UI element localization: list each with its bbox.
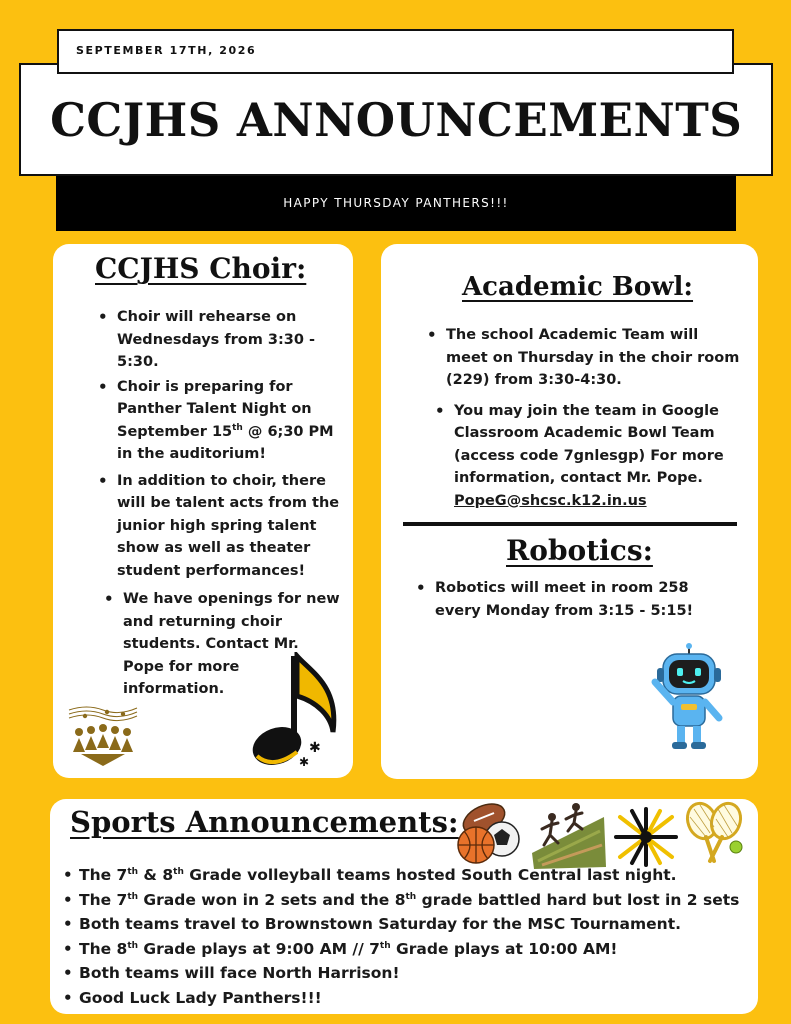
list-item: • You may join the team in Google Classroom Academic Bowl Team (access code 7gnlesgp) For more information, contact Mr. Pope. PopeG@shcsc.k12.in.us (432, 400, 744, 513)
list-item: • The 7th & 8th Grade volleyball teams hosted South Central last night. (60, 863, 750, 888)
date-label: SEPTEMBER 17TH, 2026 (57, 29, 734, 74)
svg-text:✱: ✱ (309, 740, 321, 756)
choir-card (53, 244, 353, 778)
list-item: • In addition to choir, there will be talent acts from the junior high spring talent show as well as theater student performances! (95, 470, 340, 583)
robotics-list (413, 577, 733, 622)
list-item: • Choir is preparing for Panther Talent Night on September 15th @ 6;30 PM in the auditorium! (95, 376, 340, 466)
svg-text:✱: ✱ (299, 755, 310, 769)
subtitle-bar (56, 175, 736, 231)
academic-robotics-card (381, 244, 758, 779)
list-item: • The 7th Grade won in 2 sets and the 8th grade battled hard but lost in 2 sets (60, 888, 750, 913)
tennis-rackets-icon (680, 799, 746, 869)
list-item: • Robotics will meet in room 258 every Monday from 3:15 - 5:15! (413, 577, 733, 622)
runners-icon (530, 801, 608, 871)
choir-list (95, 306, 340, 703)
academic-heading: Academic Bowl: (462, 272, 694, 302)
sports-card (50, 799, 758, 1014)
sports-list (60, 863, 750, 1010)
divider (403, 522, 737, 526)
robot-icon (645, 642, 737, 754)
sports-balls-icon (454, 799, 526, 869)
choir-group-icon (67, 700, 139, 768)
page-title: CCJHS ANNOUNCEMENTS (49, 92, 743, 147)
pom-pom-icon (614, 807, 678, 867)
robotics-heading: Robotics: (506, 534, 653, 567)
subtitle-text: HAPPY THURSDAY PANTHERS!!! (283, 196, 509, 210)
list-item: • Choir will rehearse on Wednesdays from 3:30 - 5:30. (95, 306, 340, 374)
academic-list (424, 324, 744, 512)
list-item: • We have openings for new and returning choir students. Contact Mr. Pope for more information. (101, 588, 340, 701)
list-item: • Both teams will face North Harrison! (60, 961, 750, 986)
list-item: • The 8th Grade plays at 9:00 AM // 7th Grade plays at 10:00 AM! (60, 937, 750, 962)
email-link[interactable]: PopeG@shcsc.k12.in.us (454, 492, 647, 509)
choir-heading: CCJHS Choir: (95, 252, 307, 285)
list-item: • Good Luck Lady Panthers!!! (60, 986, 750, 1011)
sports-heading: Sports Announcements: (70, 805, 459, 839)
title-banner (19, 63, 773, 176)
list-item: • The school Academic Team will meet on Thursday in the choir room (229) from 3:30-4:30. (424, 324, 744, 392)
music-note-icon (251, 652, 341, 772)
list-item: • Both teams travel to Brownstown Saturday for the MSC Tournament. (60, 912, 750, 937)
